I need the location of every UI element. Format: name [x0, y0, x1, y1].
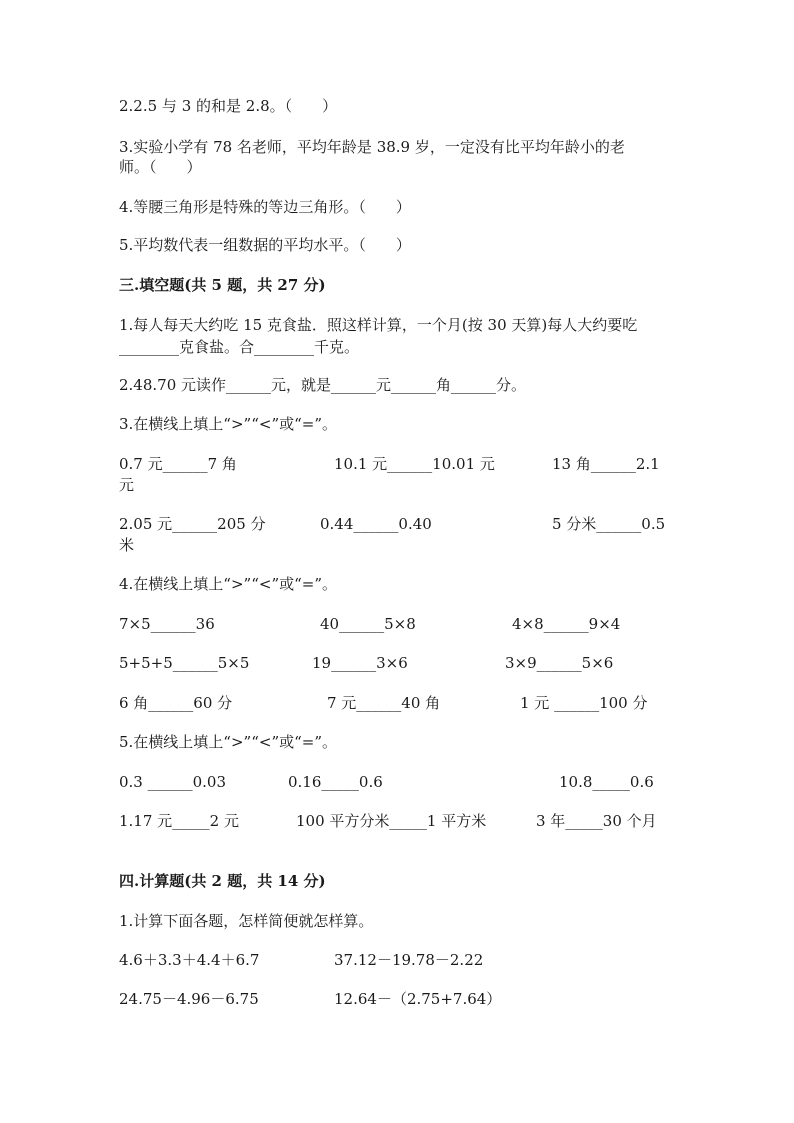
fill-q1-line1: 1.每人每天大约吃 15 克食盐．照这样计算，一个月(按 30 天算)每人大约要吃: [119, 316, 638, 334]
fill-q3-r2-c3: 5 分米______0.5: [552, 515, 666, 533]
fill-q5-r2-c2: 100 平方分米_____1 平方米: [296, 812, 487, 830]
calc-r2-c2: 12.64－（2.75+7.64）: [334, 990, 502, 1008]
calc-r1-c2: 37.12－19.78－2.22: [334, 951, 484, 969]
judge-q3-line2: 师。（ ）: [119, 158, 202, 176]
judge-q3-line1: 3.实验小学有 78 名老师，平均年龄是 38.9 岁，一定没有比平均年龄小的老: [119, 138, 625, 156]
judge-q5: 5.平均数代表一组数据的平均水平。（ ）: [119, 236, 411, 254]
fill-q4-r3-c2: 7 元______40 角: [327, 694, 441, 712]
fill-q3-r2-c1: 2.05 元______205 分: [119, 515, 266, 533]
judge-q4: 4.等腰三角形是特殊的等边三角形。（ ）: [119, 198, 411, 216]
fill-q4-r3-c3: 1 元 ______100 分: [520, 694, 648, 712]
fill-q5-r1-c3: 10.8_____0.6: [559, 773, 654, 791]
section-calc-title: 四.计算题(共 2 题，共 14 分): [119, 872, 326, 890]
fill-q3-r2-wrap: 米: [119, 536, 135, 554]
fill-q3-r1-c3: 13 角______2.1: [552, 455, 660, 473]
calc-r1-c1: 4.6＋3.3＋4.4＋6.7: [119, 951, 260, 969]
fill-q3-title: 3.在横线上填上“>”“<”或“=”。: [119, 415, 338, 433]
fill-q5-r2-c3: 3 年_____30 个月: [536, 812, 657, 830]
fill-q4-r1-c2: 40______5×8: [320, 615, 416, 633]
fill-q4-title: 4.在横线上填上“>”“<”或“=”。: [119, 575, 338, 593]
fill-q5-r2-c1: 1.17 元_____2 元: [119, 812, 239, 830]
fill-q4-r2-c3: 3×9______5×6: [505, 654, 614, 672]
fill-q5-title: 5.在横线上填上“>”“<”或“=”。: [119, 733, 338, 751]
fill-q2: 2.48.70 元读作______元，就是______元______角______分。: [119, 376, 527, 394]
judge-q2: 2.2.5 与 3 的和是 2.8。（ ）: [119, 97, 338, 115]
fill-q4-r3-c1: 6 角______60 分: [119, 694, 233, 712]
fill-q3-r1-c2: 10.1 元______10.01 元: [334, 455, 495, 473]
fill-q4-r1-c3: 4×8______9×4: [512, 615, 621, 633]
calc-q1-title: 1.计算下面各题，怎样简便就怎样算。: [119, 912, 374, 930]
fill-q3-r2-c2: 0.44______0.40: [320, 515, 432, 533]
section-fill-title: 三.填空题(共 5 题，共 27 分): [119, 276, 326, 294]
fill-q3-r1-wrap: 元: [119, 476, 135, 494]
fill-q4-r2-c1: 5+5+5______5×5: [119, 654, 250, 672]
fill-q5-r1-c2: 0.16_____0.6: [288, 773, 383, 791]
fill-q4-r1-c1: 7×5______36: [119, 615, 215, 633]
fill-q1-line2: ________克食盐。合________千克。: [119, 338, 360, 356]
calc-r2-c1: 24.75－4.96－6.75: [119, 990, 259, 1008]
fill-q3-r1-c1: 0.7 元______7 角: [119, 455, 237, 473]
fill-q4-r2-c2: 19______3×6: [312, 654, 408, 672]
fill-q5-r1-c1: 0.3 ______0.03: [119, 773, 227, 791]
